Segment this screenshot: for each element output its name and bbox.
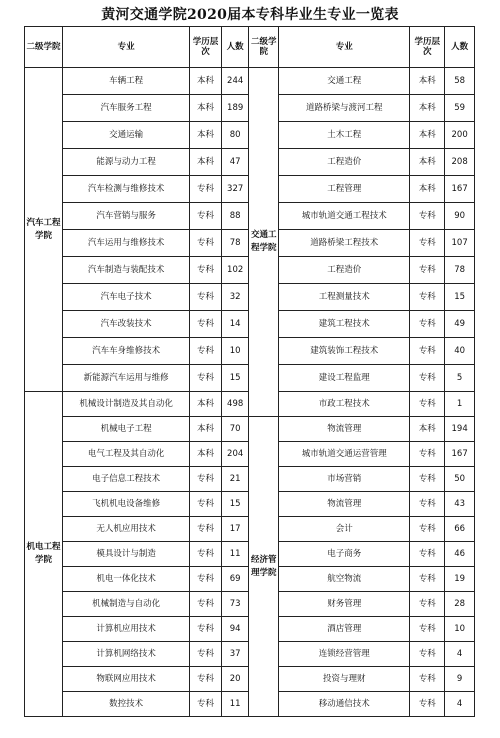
left-major-cell: 电子信息工程技术 (63, 467, 190, 492)
right-level-cell: 专科 (410, 230, 445, 257)
right-count-cell: 167 (445, 442, 475, 467)
right-level-cell: 专科 (410, 203, 445, 230)
left-level-cell: 本科 (190, 392, 222, 417)
left-count-cell: 70 (221, 417, 249, 442)
left-major-cell: 模具设计与制造 (63, 542, 190, 567)
right-count-cell: 40 (445, 338, 475, 365)
left-count-cell: 47 (221, 149, 249, 176)
left-major-cell: 物联网应用技术 (63, 667, 190, 692)
college-transport: 交通工程学院 (249, 68, 279, 417)
right-major-cell: 市场营销 (279, 467, 410, 492)
left-count-cell: 37 (221, 642, 249, 667)
right-major-cell: 工程测量技术 (279, 284, 410, 311)
right-count-cell: 194 (445, 417, 475, 442)
right-major-cell: 道路桥梁与渡河工程 (279, 95, 410, 122)
left-count-cell: 102 (221, 257, 249, 284)
right-level-cell: 专科 (410, 542, 445, 567)
left-major-cell: 汽车电子技术 (63, 284, 190, 311)
left-level-cell: 本科 (190, 442, 222, 467)
left-level-cell: 专科 (190, 542, 222, 567)
right-major-cell: 物流管理 (279, 492, 410, 517)
right-count-cell: 43 (445, 492, 475, 517)
left-level-cell: 专科 (190, 667, 222, 692)
left-level-cell: 专科 (190, 176, 222, 203)
right-level-cell: 本科 (410, 95, 445, 122)
right-count-cell: 4 (445, 692, 475, 717)
right-major-cell: 工程造价 (279, 257, 410, 284)
header-level-left: 学历层次 (190, 27, 222, 68)
college-econ: 经济管理学院 (249, 417, 279, 717)
left-level-cell: 专科 (190, 567, 222, 592)
right-level-cell: 专科 (410, 365, 445, 392)
right-level-cell: 专科 (410, 492, 445, 517)
left-major-cell: 汽车改装技术 (63, 311, 190, 338)
right-level-cell: 本科 (410, 68, 445, 95)
left-level-cell: 专科 (190, 365, 222, 392)
left-level-cell: 专科 (190, 257, 222, 284)
right-major-cell: 连锁经营管理 (279, 642, 410, 667)
left-major-cell: 计算机应用技术 (63, 617, 190, 642)
left-count-cell: 498 (221, 392, 249, 417)
left-count-cell: 80 (221, 122, 249, 149)
left-count-cell: 189 (221, 95, 249, 122)
right-count-cell: 5 (445, 365, 475, 392)
right-count-cell: 107 (445, 230, 475, 257)
left-major-cell: 汽车运用与维修技术 (63, 230, 190, 257)
right-level-cell: 本科 (410, 176, 445, 203)
right-major-cell: 交通工程 (279, 68, 410, 95)
right-major-cell: 城市轨道交通运营管理 (279, 442, 410, 467)
left-level-cell: 专科 (190, 311, 222, 338)
right-level-cell: 专科 (410, 567, 445, 592)
left-major-cell: 机械电子工程 (63, 417, 190, 442)
left-major-cell: 数控技术 (63, 692, 190, 717)
table-row (25, 417, 475, 442)
right-level-cell: 专科 (410, 338, 445, 365)
left-major-cell: 机电一体化技术 (63, 567, 190, 592)
header-major-left: 专业 (63, 27, 190, 68)
left-level-cell: 本科 (190, 122, 222, 149)
header-count-left: 人数 (221, 27, 249, 68)
right-major-cell: 会计 (279, 517, 410, 542)
header-row (25, 27, 475, 68)
left-count-cell: 327 (221, 176, 249, 203)
right-count-cell: 46 (445, 542, 475, 567)
left-level-cell: 专科 (190, 592, 222, 617)
right-major-cell: 建筑装饰工程技术 (279, 338, 410, 365)
right-count-cell: 59 (445, 95, 475, 122)
left-count-cell: 17 (221, 517, 249, 542)
right-count-cell: 19 (445, 567, 475, 592)
left-count-cell: 14 (221, 311, 249, 338)
left-major-cell: 新能源汽车运用与维修 (63, 365, 190, 392)
left-level-cell: 本科 (190, 149, 222, 176)
header-college-right: 二级学院 (249, 27, 279, 68)
left-count-cell: 11 (221, 542, 249, 567)
left-level-cell: 专科 (190, 338, 222, 365)
right-level-cell: 专科 (410, 592, 445, 617)
left-count-cell: 88 (221, 203, 249, 230)
right-level-cell: 专科 (410, 392, 445, 417)
header-count-right: 人数 (445, 27, 475, 68)
left-level-cell: 专科 (190, 617, 222, 642)
right-count-cell: 208 (445, 149, 475, 176)
left-major-cell: 无人机应用技术 (63, 517, 190, 542)
left-count-cell: 73 (221, 592, 249, 617)
left-level-cell: 本科 (190, 68, 222, 95)
right-level-cell: 专科 (410, 517, 445, 542)
left-major-cell: 交通运输 (63, 122, 190, 149)
left-count-cell: 15 (221, 365, 249, 392)
left-count-cell: 204 (221, 442, 249, 467)
right-major-cell: 建筑工程技术 (279, 311, 410, 338)
majors-table (24, 26, 475, 717)
right-level-cell: 本科 (410, 417, 445, 442)
left-major-cell: 机械设计制造及其自动化 (63, 392, 190, 417)
left-major-cell: 车辆工程 (63, 68, 190, 95)
right-count-cell: 28 (445, 592, 475, 617)
header-college-left: 二级学院 (25, 27, 63, 68)
left-major-cell: 汽车制造与装配技术 (63, 257, 190, 284)
right-level-cell: 专科 (410, 467, 445, 492)
left-level-cell: 专科 (190, 492, 222, 517)
right-level-cell: 专科 (410, 692, 445, 717)
right-level-cell: 专科 (410, 311, 445, 338)
left-count-cell: 69 (221, 567, 249, 592)
left-level-cell: 专科 (190, 467, 222, 492)
right-major-cell: 工程管理 (279, 176, 410, 203)
right-major-cell: 电子商务 (279, 542, 410, 567)
left-count-cell: 10 (221, 338, 249, 365)
right-count-cell: 10 (445, 617, 475, 642)
left-level-cell: 本科 (190, 417, 222, 442)
left-count-cell: 94 (221, 617, 249, 642)
right-count-cell: 66 (445, 517, 475, 542)
right-major-cell: 土木工程 (279, 122, 410, 149)
left-level-cell: 本科 (190, 95, 222, 122)
left-count-cell: 20 (221, 667, 249, 692)
right-major-cell: 道路桥梁工程技术 (279, 230, 410, 257)
left-level-cell: 专科 (190, 284, 222, 311)
left-level-cell: 专科 (190, 692, 222, 717)
left-major-cell: 计算机网络技术 (63, 642, 190, 667)
header-level-right: 学历层次 (410, 27, 445, 68)
left-level-cell: 专科 (190, 230, 222, 257)
left-level-cell: 专科 (190, 517, 222, 542)
left-count-cell: 11 (221, 692, 249, 717)
right-level-cell: 专科 (410, 667, 445, 692)
right-count-cell: 58 (445, 68, 475, 95)
left-count-cell: 21 (221, 467, 249, 492)
right-major-cell: 投资与理财 (279, 667, 410, 692)
right-major-cell: 财务管理 (279, 592, 410, 617)
right-level-cell: 专科 (410, 284, 445, 311)
right-major-cell: 移动通信技术 (279, 692, 410, 717)
left-major-cell: 汽车营销与服务 (63, 203, 190, 230)
right-level-cell: 专科 (410, 442, 445, 467)
left-major-cell: 汽车检测与维修技术 (63, 176, 190, 203)
right-level-cell: 专科 (410, 617, 445, 642)
right-count-cell: 50 (445, 467, 475, 492)
left-count-cell: 78 (221, 230, 249, 257)
right-count-cell: 49 (445, 311, 475, 338)
left-major-cell: 能源与动力工程 (63, 149, 190, 176)
college-auto: 汽车工程学院 (25, 68, 63, 392)
right-major-cell: 物流管理 (279, 417, 410, 442)
right-count-cell: 1 (445, 392, 475, 417)
table-body (25, 68, 475, 717)
right-major-cell: 酒店管理 (279, 617, 410, 642)
left-count-cell: 244 (221, 68, 249, 95)
header-major-right: 专业 (279, 27, 410, 68)
table-row (25, 68, 475, 95)
left-level-cell: 专科 (190, 642, 222, 667)
left-count-cell: 15 (221, 492, 249, 517)
right-major-cell: 航空物流 (279, 567, 410, 592)
left-major-cell: 机械制造与自动化 (63, 592, 190, 617)
right-level-cell: 本科 (410, 122, 445, 149)
right-count-cell: 78 (445, 257, 475, 284)
right-count-cell: 167 (445, 176, 475, 203)
right-major-cell: 建设工程监理 (279, 365, 410, 392)
right-major-cell: 城市轨道交通工程技术 (279, 203, 410, 230)
right-count-cell: 200 (445, 122, 475, 149)
document-title: 黄河交通学院2020届本专科毕业生专业一览表 (101, 7, 399, 23)
left-major-cell: 汽车车身维修技术 (63, 338, 190, 365)
right-count-cell: 9 (445, 667, 475, 692)
left-level-cell: 专科 (190, 203, 222, 230)
right-count-cell: 90 (445, 203, 475, 230)
left-major-cell: 飞机机电设备维修 (63, 492, 190, 517)
right-count-cell: 15 (445, 284, 475, 311)
right-level-cell: 专科 (410, 257, 445, 284)
left-count-cell: 32 (221, 284, 249, 311)
college-mech: 机电工程学院 (25, 392, 63, 717)
right-major-cell: 工程造价 (279, 149, 410, 176)
left-major-cell: 汽车服务工程 (63, 95, 190, 122)
right-count-cell: 4 (445, 642, 475, 667)
right-level-cell: 专科 (410, 642, 445, 667)
left-major-cell: 电气工程及其自动化 (63, 442, 190, 467)
right-major-cell: 市政工程技术 (279, 392, 410, 417)
right-level-cell: 本科 (410, 149, 445, 176)
